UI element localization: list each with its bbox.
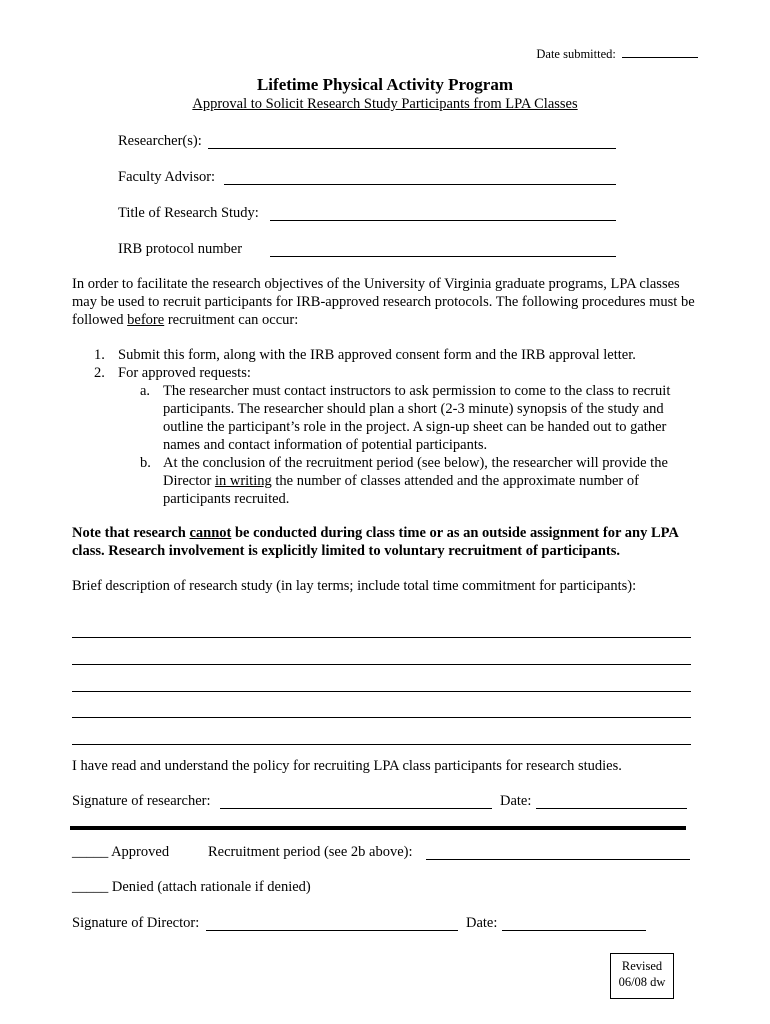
approved-label: Approved bbox=[111, 844, 170, 860]
date-submitted-field[interactable] bbox=[622, 57, 698, 58]
list-letter: b. bbox=[140, 455, 151, 471]
recruitment-period-field[interactable] bbox=[426, 859, 690, 860]
list-item-text: Submit this form, along with the IRB approved consent form and the IRB approval letter. bbox=[118, 347, 636, 363]
sub-procedures-list bbox=[140, 382, 700, 508]
study-title-label: Title of Research Study: bbox=[118, 205, 259, 221]
description-line-3[interactable] bbox=[72, 691, 691, 692]
recruitment-period-label: Recruitment period (see 2b above): bbox=[208, 844, 413, 860]
faculty-advisor-field[interactable] bbox=[224, 184, 616, 185]
description-line-2[interactable] bbox=[72, 664, 691, 665]
intro-before-word: before bbox=[127, 312, 165, 328]
denied-blank[interactable]: _____ bbox=[72, 879, 109, 895]
description-line-1[interactable] bbox=[72, 637, 691, 638]
description-line-5[interactable] bbox=[72, 744, 691, 745]
intro-text: In order to facilitate the research objectives of the University of Virginia graduate programs, LPA classes may be used to recruit participants for IRB-approved research protocols. The following procedures must be followed bbox=[72, 276, 695, 328]
list-item-text bbox=[163, 454, 700, 508]
approved-row bbox=[72, 844, 169, 861]
list-item bbox=[94, 364, 704, 382]
researcher-date-field[interactable] bbox=[536, 808, 687, 809]
list-item bbox=[140, 454, 700, 508]
researcher-signature-label: Signature of researcher: bbox=[72, 793, 211, 809]
note-paragraph bbox=[72, 524, 702, 560]
director-date-label: Date: bbox=[466, 915, 498, 931]
faculty-advisor-label: Faculty Advisor: bbox=[118, 169, 216, 185]
section-divider bbox=[70, 826, 686, 830]
list-item-text: For approved requests: bbox=[118, 365, 251, 381]
intro-paragraph bbox=[72, 275, 702, 329]
revision-label: Revised bbox=[621, 959, 663, 973]
researcher-date-label: Date: bbox=[500, 793, 532, 809]
director-signature-field[interactable] bbox=[206, 930, 458, 931]
revision-box bbox=[610, 953, 674, 999]
page-subtitle: Approval to Solicit Research Study Participants from LPA Classes bbox=[192, 96, 578, 112]
approved-blank[interactable]: _____ bbox=[72, 844, 109, 860]
director-signature-label: Signature of Director: bbox=[72, 915, 200, 931]
list-item bbox=[94, 346, 704, 364]
intro-text-end: recruitment can occur: bbox=[164, 312, 299, 328]
date-submitted bbox=[536, 47, 698, 62]
denied-row bbox=[72, 879, 311, 896]
irb-protocol-label: IRB protocol number bbox=[118, 241, 243, 257]
description-prompt: Brief description of research study (in lay terms; include total time commitment for participants): bbox=[72, 578, 637, 594]
denied-label: Denied (attach rationale if denied) bbox=[111, 879, 311, 895]
list-item bbox=[140, 382, 700, 454]
procedures-list bbox=[94, 346, 704, 382]
sub-b-text-end: the number of classes attended and the approximate number of participants recruited. bbox=[163, 473, 639, 507]
acknowledgement: I have read and understand the policy for recruiting LPA class participants for research studies. bbox=[72, 758, 622, 774]
researcher-signature-field[interactable] bbox=[220, 808, 492, 809]
sub-b-text: At the conclusion of the recruitment period (see below), the researcher will provide the Director bbox=[163, 455, 668, 489]
researchers-label: Researcher(s): bbox=[118, 133, 202, 149]
description-line-4[interactable] bbox=[72, 717, 691, 718]
revision-date: 06/08 dw bbox=[618, 975, 666, 989]
director-date-field[interactable] bbox=[502, 930, 646, 931]
note-text-end: be conducted during class time or as an outside assignment for any LPA class. Research involvement is explicitly limited to voluntary recruitment of participants. bbox=[72, 525, 679, 559]
list-item-text: The researcher must contact instructors to ask permission to come to the class to recruit participants. The researcher should plan a short (2-3 minute) synopsis of the study and outline the participant’s role in the project. A sign-up sheet can be handed out to gather names and contact information of potential participants. bbox=[163, 383, 671, 453]
study-title-field[interactable] bbox=[270, 220, 616, 221]
list-number: 1. bbox=[94, 347, 105, 363]
page-title: Lifetime Physical Activity Program bbox=[256, 75, 514, 94]
irb-protocol-field[interactable] bbox=[270, 256, 616, 257]
list-letter: a. bbox=[140, 383, 151, 399]
list-number: 2. bbox=[94, 365, 105, 381]
researchers-field[interactable] bbox=[208, 148, 616, 149]
sub-b-underlined: in writing bbox=[214, 473, 272, 489]
note-cannot: cannot bbox=[189, 525, 232, 541]
note-text: Note that research bbox=[72, 525, 190, 541]
date-submitted-label: Date submitted: bbox=[536, 47, 616, 61]
